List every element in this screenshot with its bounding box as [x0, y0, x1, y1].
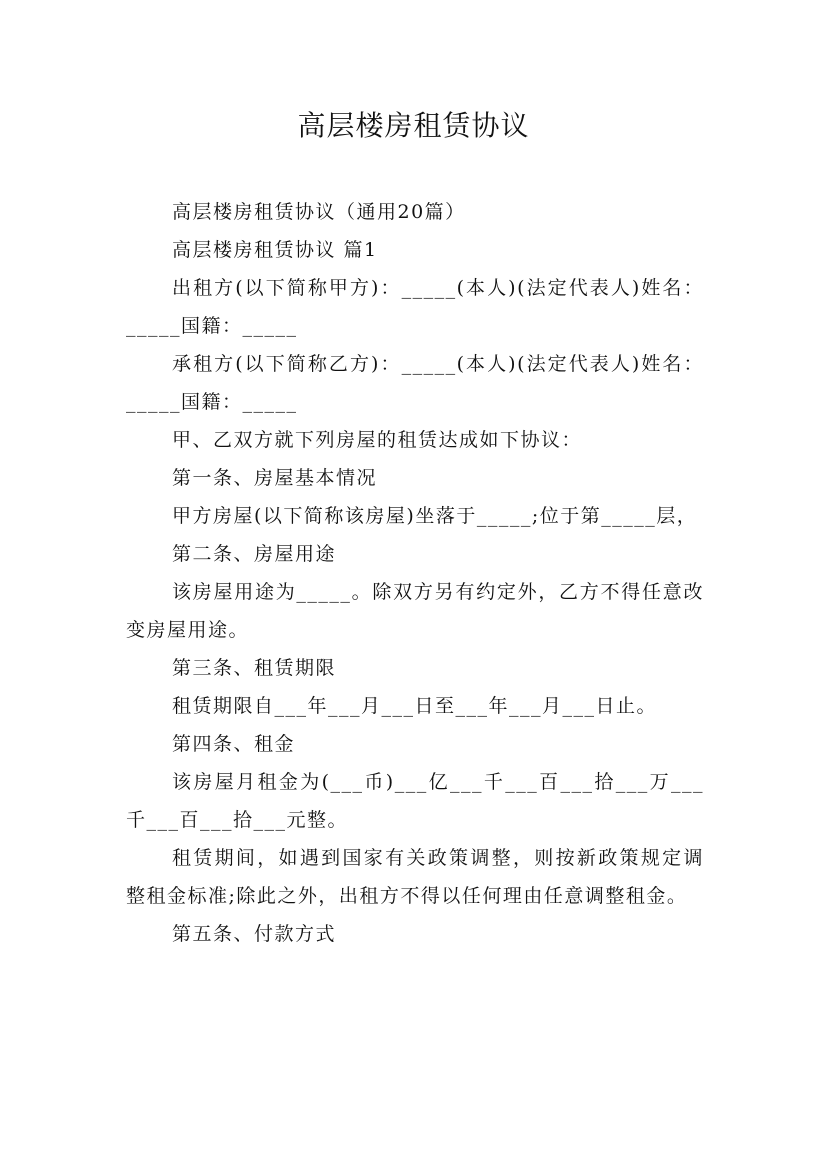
article-2-heading: 第二条、房屋用途 — [172, 543, 337, 565]
article-2-text: 该房屋用途为_____。除双方另有约定外，乙方不得任意改变房屋用途。 — [126, 581, 704, 641]
article-3-heading: 第三条、租赁期限 — [172, 657, 337, 679]
paragraph-agreement-intro: 甲、乙双方就下列房屋的租赁达成如下协议： — [172, 429, 583, 451]
paragraph-subtitle: 高层楼房租赁协议（通用20篇） — [172, 201, 466, 223]
paragraph-lessor: 出租方(以下简称甲方)：_____(本人)(法定代表人)姓名：_____国籍：_____ — [126, 277, 704, 337]
article-4-heading: 第四条、租金 — [172, 733, 296, 755]
article-5-heading: 第五条、付款方式 — [172, 923, 337, 945]
article-4-text-2: 租赁期间，如遇到国家有关政策调整，则按新政策规定调整租金标准;除此之外，出租方不得以任何理由任意调整租金。 — [126, 847, 704, 907]
article-1-heading: 第一条、房屋基本情况 — [172, 467, 378, 489]
paragraph-lessee: 承租方(以下简称乙方)：_____(本人)(法定代表人)姓名：_____国籍：_____ — [126, 353, 704, 413]
document-title: 高层楼房租赁协议 — [297, 109, 530, 142]
article-4-text: 该房屋月租金为(___币)___亿___千___百___拾___万___千___百___拾___元整。 — [126, 771, 704, 831]
article-3-text: 租赁期限自___年___月___日至___年___月___日止。 — [172, 695, 658, 717]
paragraph-section-label: 高层楼房租赁协议 篇1 — [172, 239, 378, 261]
document-body — [126, 193, 704, 953]
article-1-text: 甲方房屋(以下简称该房屋)坐落于_____;位于第_____层， — [172, 505, 698, 527]
